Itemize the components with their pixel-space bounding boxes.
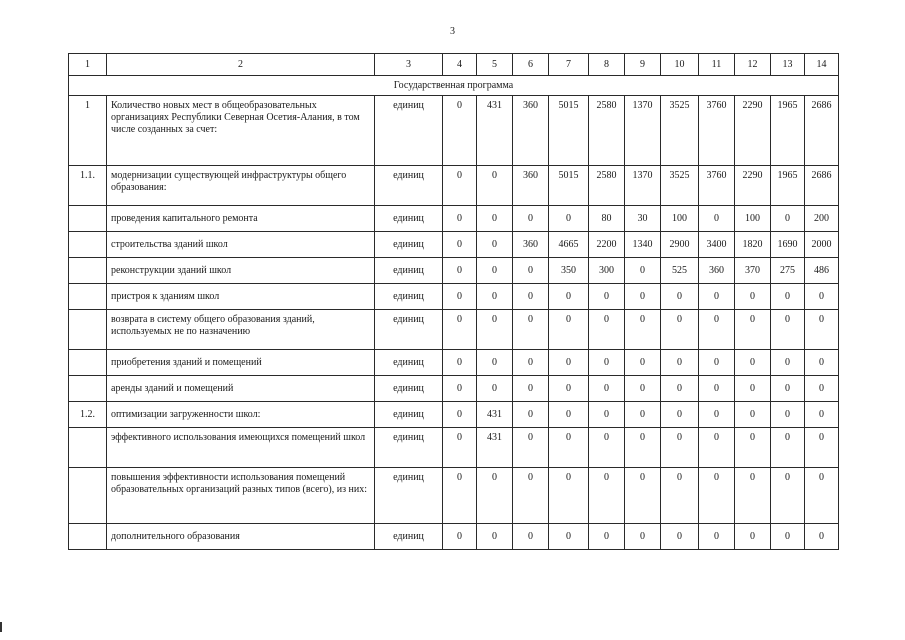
- value-cell: 0: [549, 284, 589, 310]
- value-cell: 1965: [771, 166, 805, 206]
- row-number: [69, 468, 107, 524]
- value-cell: 360: [513, 166, 549, 206]
- value-cell: 2580: [589, 96, 625, 166]
- value-cell: 350: [549, 258, 589, 284]
- value-cell: 0: [625, 376, 661, 402]
- value-cell: 1340: [625, 232, 661, 258]
- value-cell: 3400: [699, 232, 735, 258]
- row-unit: единиц: [375, 402, 443, 428]
- value-cell: 1370: [625, 96, 661, 166]
- value-cell: 0: [589, 284, 625, 310]
- value-cell: 0: [477, 376, 513, 402]
- value-cell: 0: [443, 166, 477, 206]
- table-row: [69, 310, 839, 350]
- value-cell: 0: [771, 524, 805, 550]
- value-cell: 3760: [699, 96, 735, 166]
- value-cell: 0: [735, 468, 771, 524]
- table-row: [69, 468, 839, 524]
- value-cell: 0: [513, 428, 549, 468]
- value-cell: 0: [661, 310, 699, 350]
- value-cell: 4665: [549, 232, 589, 258]
- value-cell: 0: [589, 468, 625, 524]
- value-cell: 100: [661, 206, 699, 232]
- value-cell: 0: [771, 206, 805, 232]
- value-cell: 431: [477, 428, 513, 468]
- row-name: пристроя к зданиям школ: [107, 284, 375, 310]
- value-cell: 0: [735, 310, 771, 350]
- value-cell: 0: [771, 284, 805, 310]
- value-cell: 0: [735, 350, 771, 376]
- value-cell: 0: [477, 206, 513, 232]
- value-cell: 486: [805, 258, 839, 284]
- header-cell: 10: [661, 54, 699, 76]
- header-cell: 4: [443, 54, 477, 76]
- row-number: [69, 376, 107, 402]
- value-cell: 0: [589, 524, 625, 550]
- value-cell: 0: [661, 428, 699, 468]
- value-cell: 431: [477, 402, 513, 428]
- header-cell: 1: [69, 54, 107, 76]
- row-name: модернизации существующей инфраструктуры общего образования:: [107, 166, 375, 206]
- row-name: аренды зданий и помещений: [107, 376, 375, 402]
- value-cell: 0: [513, 206, 549, 232]
- value-cell: 0: [477, 524, 513, 550]
- value-cell: 0: [443, 232, 477, 258]
- value-cell: 0: [661, 468, 699, 524]
- row-unit: единиц: [375, 376, 443, 402]
- row-unit: единиц: [375, 284, 443, 310]
- table-row: [69, 258, 839, 284]
- value-cell: 100: [735, 206, 771, 232]
- row-number: [69, 258, 107, 284]
- table-row: [69, 376, 839, 402]
- value-cell: 0: [477, 350, 513, 376]
- value-cell: 0: [625, 402, 661, 428]
- header-cell: 2: [107, 54, 375, 76]
- value-cell: 3525: [661, 166, 699, 206]
- value-cell: 0: [805, 402, 839, 428]
- value-cell: 0: [443, 468, 477, 524]
- row-name: реконструкции зданий школ: [107, 258, 375, 284]
- value-cell: 0: [661, 284, 699, 310]
- value-cell: 0: [699, 376, 735, 402]
- value-cell: 0: [771, 428, 805, 468]
- value-cell: 2290: [735, 96, 771, 166]
- row-number: [69, 428, 107, 468]
- value-cell: 0: [625, 258, 661, 284]
- value-cell: 0: [443, 206, 477, 232]
- value-cell: 0: [805, 284, 839, 310]
- value-cell: 0: [661, 350, 699, 376]
- row-number: [69, 284, 107, 310]
- value-cell: 0: [699, 524, 735, 550]
- value-cell: 0: [805, 524, 839, 550]
- value-cell: 0: [771, 310, 805, 350]
- value-cell: 0: [443, 258, 477, 284]
- value-cell: 0: [625, 350, 661, 376]
- row-name: дополнительного образования: [107, 524, 375, 550]
- row-name: проведения капитального ремонта: [107, 206, 375, 232]
- value-cell: 0: [625, 428, 661, 468]
- row-number: [69, 524, 107, 550]
- table-row: [69, 428, 839, 468]
- value-cell: 0: [625, 468, 661, 524]
- header-cell: 12: [735, 54, 771, 76]
- row-number: [69, 310, 107, 350]
- value-cell: 0: [443, 376, 477, 402]
- value-cell: 0: [589, 402, 625, 428]
- header-cell: 13: [771, 54, 805, 76]
- value-cell: 1820: [735, 232, 771, 258]
- value-cell: 2900: [661, 232, 699, 258]
- value-cell: 0: [513, 524, 549, 550]
- value-cell: 0: [549, 310, 589, 350]
- value-cell: 0: [477, 258, 513, 284]
- row-number: [69, 206, 107, 232]
- value-cell: 0: [513, 284, 549, 310]
- row-unit: единиц: [375, 350, 443, 376]
- table-row: [69, 350, 839, 376]
- value-cell: 0: [443, 96, 477, 166]
- value-cell: 0: [549, 428, 589, 468]
- value-cell: 0: [513, 376, 549, 402]
- value-cell: 0: [661, 376, 699, 402]
- value-cell: 200: [805, 206, 839, 232]
- value-cell: 370: [735, 258, 771, 284]
- value-cell: 0: [549, 206, 589, 232]
- value-cell: 0: [625, 284, 661, 310]
- scan-edge-mark: [0, 622, 2, 632]
- value-cell: 0: [549, 376, 589, 402]
- value-cell: 2000: [805, 232, 839, 258]
- value-cell: 0: [625, 524, 661, 550]
- value-cell: 0: [805, 350, 839, 376]
- value-cell: 0: [477, 232, 513, 258]
- value-cell: 80: [589, 206, 625, 232]
- header-row: [69, 54, 839, 76]
- value-cell: 2290: [735, 166, 771, 206]
- header-cell: 14: [805, 54, 839, 76]
- table-row: [69, 524, 839, 550]
- row-unit: единиц: [375, 166, 443, 206]
- table-row: [69, 232, 839, 258]
- header-cell: 8: [589, 54, 625, 76]
- value-cell: 0: [513, 402, 549, 428]
- value-cell: 0: [805, 310, 839, 350]
- value-cell: 525: [661, 258, 699, 284]
- value-cell: 0: [771, 376, 805, 402]
- value-cell: 0: [771, 468, 805, 524]
- value-cell: 0: [735, 524, 771, 550]
- value-cell: 0: [771, 402, 805, 428]
- value-cell: 300: [589, 258, 625, 284]
- value-cell: 0: [513, 350, 549, 376]
- table-row: [69, 166, 839, 206]
- table-row: [69, 206, 839, 232]
- value-cell: 1370: [625, 166, 661, 206]
- value-cell: 0: [513, 258, 549, 284]
- value-cell: 0: [589, 428, 625, 468]
- row-name: повышения эффективности использования помещений образовательных организаций разных типов (всего), из них:: [107, 468, 375, 524]
- row-unit: единиц: [375, 310, 443, 350]
- row-unit: единиц: [375, 258, 443, 284]
- value-cell: 0: [549, 524, 589, 550]
- value-cell: 0: [661, 402, 699, 428]
- header-cell: 11: [699, 54, 735, 76]
- value-cell: 360: [699, 258, 735, 284]
- value-cell: 0: [771, 350, 805, 376]
- table-row: [69, 284, 839, 310]
- value-cell: 5015: [549, 166, 589, 206]
- value-cell: 0: [699, 310, 735, 350]
- row-number: [69, 232, 107, 258]
- value-cell: 0: [699, 468, 735, 524]
- row-name: Количество новых мест в общеобразовательных организациях Республики Северная Осетия-Алания, в том числе созданных за счет:: [107, 96, 375, 166]
- value-cell: 0: [443, 402, 477, 428]
- value-cell: 275: [771, 258, 805, 284]
- value-cell: 2580: [589, 166, 625, 206]
- row-name: возврата в систему общего образования зданий, используемых не по назначению: [107, 310, 375, 350]
- value-cell: 0: [805, 428, 839, 468]
- value-cell: 360: [513, 232, 549, 258]
- value-cell: 0: [549, 350, 589, 376]
- value-cell: 0: [589, 310, 625, 350]
- value-cell: 0: [443, 350, 477, 376]
- value-cell: 0: [735, 428, 771, 468]
- value-cell: 0: [477, 284, 513, 310]
- value-cell: 2200: [589, 232, 625, 258]
- value-cell: 0: [589, 350, 625, 376]
- value-cell: 0: [513, 468, 549, 524]
- value-cell: 0: [443, 310, 477, 350]
- header-cell: 7: [549, 54, 589, 76]
- value-cell: 0: [443, 428, 477, 468]
- table-row: [69, 402, 839, 428]
- header-cell: 6: [513, 54, 549, 76]
- row-number: 1.1.: [69, 166, 107, 206]
- section-row: [69, 76, 839, 96]
- value-cell: 1690: [771, 232, 805, 258]
- value-cell: 1965: [771, 96, 805, 166]
- row-unit: единиц: [375, 468, 443, 524]
- value-cell: 2686: [805, 96, 839, 166]
- row-unit: единиц: [375, 96, 443, 166]
- value-cell: 0: [735, 284, 771, 310]
- value-cell: 0: [661, 524, 699, 550]
- value-cell: 360: [513, 96, 549, 166]
- row-number: 1: [69, 96, 107, 166]
- value-cell: 0: [477, 468, 513, 524]
- page-number: 3: [450, 26, 455, 37]
- value-cell: 0: [477, 166, 513, 206]
- section-title: Государственная программа: [69, 76, 839, 96]
- value-cell: 0: [549, 402, 589, 428]
- row-name: приобретения зданий и помещений: [107, 350, 375, 376]
- row-unit: единиц: [375, 206, 443, 232]
- value-cell: 0: [443, 524, 477, 550]
- value-cell: 0: [699, 402, 735, 428]
- row-number: 1.2.: [69, 402, 107, 428]
- value-cell: 0: [589, 376, 625, 402]
- row-name: оптимизации загруженности школ:: [107, 402, 375, 428]
- value-cell: 0: [513, 310, 549, 350]
- header-cell: 3: [375, 54, 443, 76]
- value-cell: 0: [735, 376, 771, 402]
- value-cell: 0: [443, 284, 477, 310]
- row-unit: единиц: [375, 428, 443, 468]
- value-cell: 3525: [661, 96, 699, 166]
- value-cell: 0: [549, 468, 589, 524]
- value-cell: 0: [735, 402, 771, 428]
- value-cell: 3760: [699, 166, 735, 206]
- value-cell: 0: [699, 428, 735, 468]
- value-cell: 30: [625, 206, 661, 232]
- row-number: [69, 350, 107, 376]
- value-cell: 0: [699, 206, 735, 232]
- row-name: эффективного использования имеющихся помещений школ: [107, 428, 375, 468]
- value-cell: 0: [699, 284, 735, 310]
- value-cell: 0: [699, 350, 735, 376]
- row-unit: единиц: [375, 232, 443, 258]
- table-row: [69, 96, 839, 166]
- value-cell: 0: [805, 468, 839, 524]
- value-cell: 0: [477, 310, 513, 350]
- value-cell: 5015: [549, 96, 589, 166]
- value-cell: 0: [805, 376, 839, 402]
- row-name: строительства зданий школ: [107, 232, 375, 258]
- header-cell: 9: [625, 54, 661, 76]
- row-unit: единиц: [375, 524, 443, 550]
- header-cell: 5: [477, 54, 513, 76]
- value-cell: 431: [477, 96, 513, 166]
- value-cell: 0: [625, 310, 661, 350]
- program-table: [68, 53, 839, 550]
- value-cell: 2686: [805, 166, 839, 206]
